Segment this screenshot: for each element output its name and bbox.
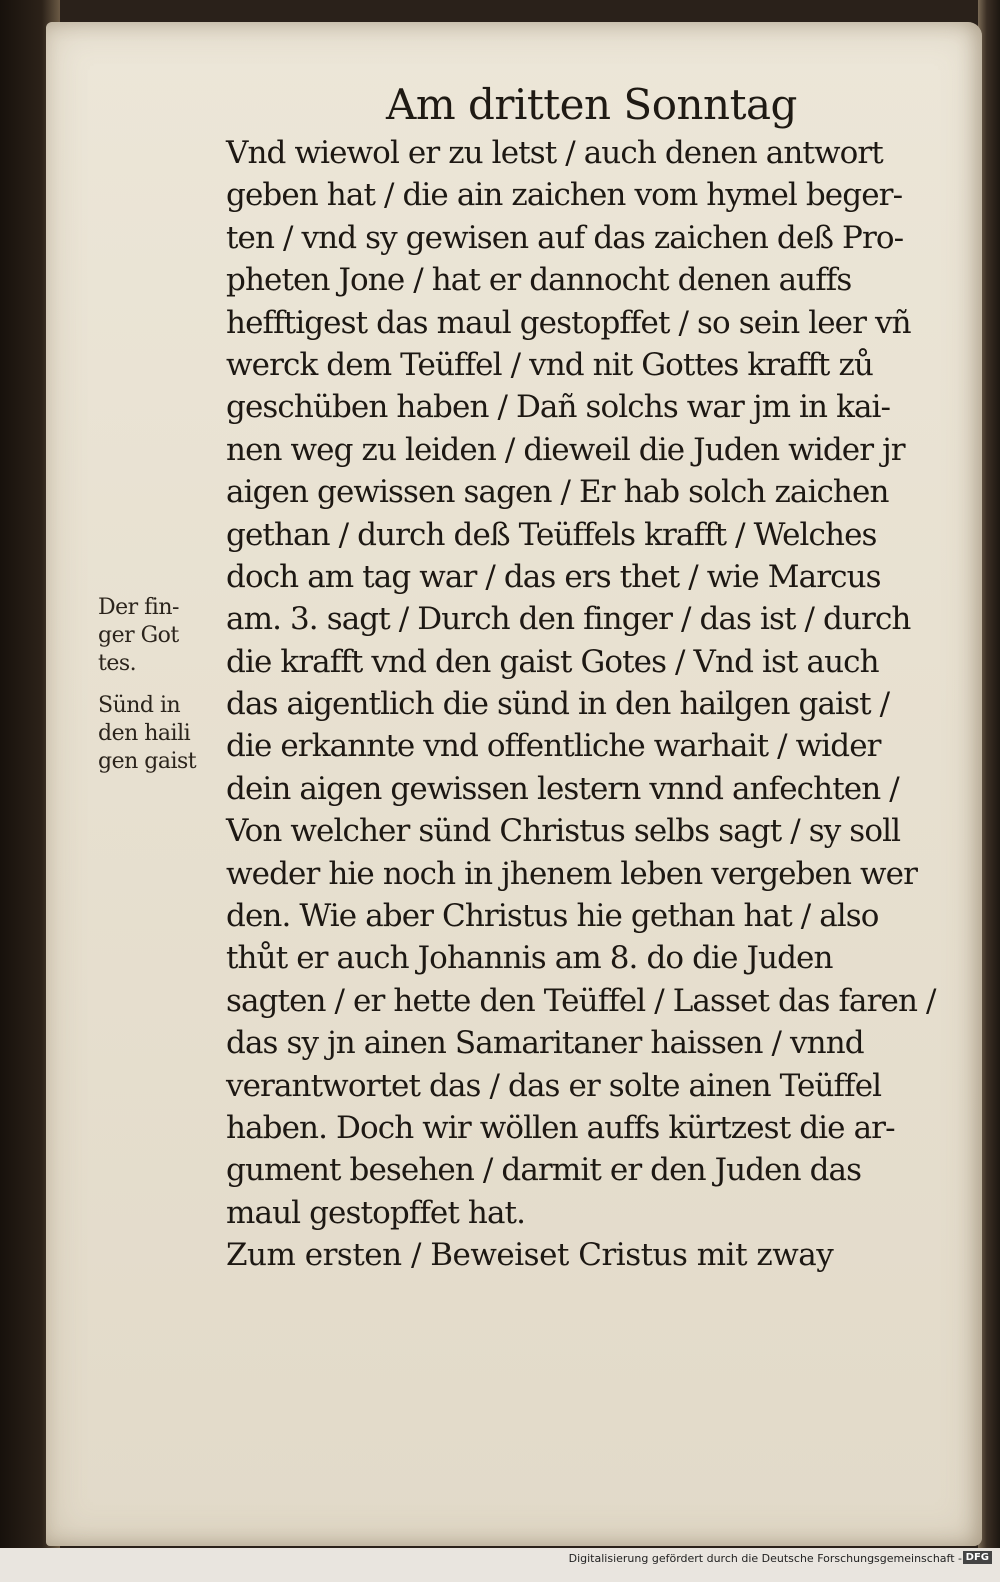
body-text: [226, 132, 941, 1277]
margin-note-line: ger Got: [98, 623, 179, 648]
margin-note-gap: [98, 678, 228, 692]
text-line: das sy jn ainen Samaritaner haissen / vnnd: [226, 1025, 864, 1062]
margin-note-line: Sünd in: [98, 693, 181, 718]
margin-note-line: gen gaist: [98, 749, 197, 774]
digitization-credit: Digitalisierung gefördert durch die Deutsche Forschungsgemeinschaft -: [568, 1552, 962, 1565]
text-line: gument besehen / darmit er den Juden das: [226, 1152, 862, 1189]
text-line: doch am tag war / das ers thet / wie Marcus: [226, 558, 881, 595]
text-line: geben hat / die ain zaichen vom hymel beger-: [226, 177, 903, 214]
text-line: nen weg zu leiden / dieweil die Juden wider jr: [226, 431, 905, 468]
text-line: aigen gewissen sagen / Er hab solch zaichen: [226, 474, 889, 511]
text-line: Von welcher sünd Christus selbs sagt / sy soll: [226, 813, 901, 850]
margin-note: [98, 692, 228, 776]
text-line: hefftigest das maul gestopffet / so sein leer vñ: [226, 304, 911, 341]
text-line: den. Wie aber Christus hie gethan hat / also: [226, 898, 879, 935]
text-line: maul gestopffet hat.: [226, 1194, 526, 1231]
text-line: die krafft vnd den gaist Gotes / Vnd ist auch: [226, 643, 879, 680]
text-line: ten / vnd sy gewisen auf das zaichen deß Pro-: [226, 219, 904, 256]
text-line: haben. Doch wir wöllen auffs kürtzest die ar-: [226, 1109, 895, 1146]
running-head: Am dritten Sonntag: [386, 80, 797, 129]
text-line: dein aigen gewissen lestern vnnd anfechten /: [226, 770, 899, 807]
dfg-logo: DFG: [963, 1551, 992, 1564]
margin-note-line: Der fin-: [98, 595, 179, 620]
margin-note-line: tes.: [98, 651, 137, 676]
text-line: geschüben haben / Dañ solchs war jm in kai-: [226, 389, 891, 426]
margin-notes: [98, 594, 228, 776]
margin-note-line: den haili: [98, 721, 191, 746]
text-line: werck dem Teüffel / vnd nit Gottes krafft zů: [226, 346, 873, 383]
text-line: am. 3. sagt / Durch den finger / das ist / durch: [226, 601, 911, 638]
text-line: verantwortet das / das er solte ainen Teüffel: [226, 1067, 882, 1104]
text-line: weder hie noch in jhenem leben vergeben wer: [226, 855, 917, 892]
text-line: die erkannte vnd offentliche warhait / wider: [226, 728, 881, 765]
text-line: thůt er auch Johannis am 8. do die Juden: [226, 940, 833, 977]
text-line: sagten / er hette den Teüffel / Lasset das faren /: [226, 982, 936, 1019]
text-line: pheten Jone / hat er dannocht denen auffs: [226, 262, 852, 299]
text-line: gethan / durch deß Teüffels krafft / Welches: [226, 516, 877, 553]
text-line: Zum ersten / Beweiset Cristus mit zway: [226, 1237, 834, 1274]
margin-note: [98, 594, 228, 678]
text-line: das aigentlich die sünd in den hailgen gaist /: [226, 686, 890, 723]
text-line: Vnd wiewol er zu letst / auch denen antwort: [226, 135, 883, 171]
